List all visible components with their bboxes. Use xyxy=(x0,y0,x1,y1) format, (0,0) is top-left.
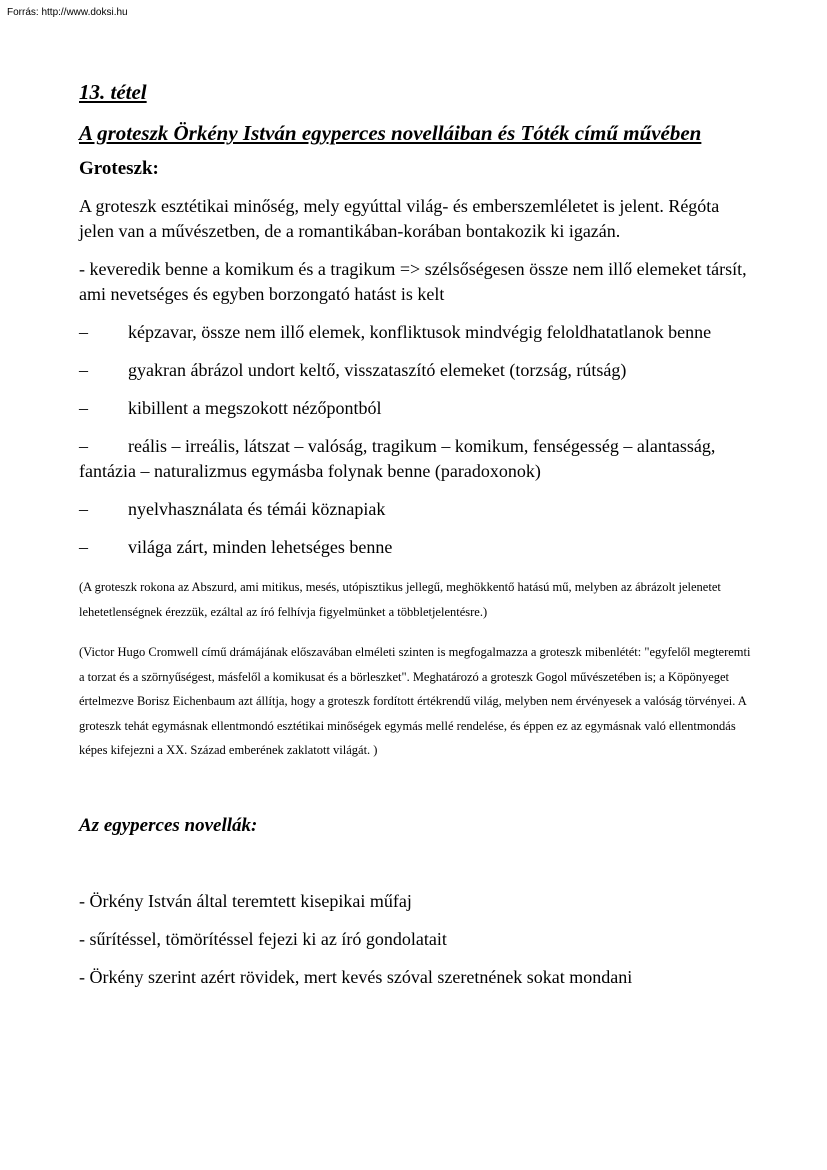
groteszk-bullet-list xyxy=(79,320,751,560)
source-attribution: Forrás: http://www.doksi.hu xyxy=(7,7,128,18)
list-item-text: képzavar, össze nem illő elemek, konfliktusok mindvégig feloldhatatlanok benne xyxy=(128,322,712,342)
list-item xyxy=(79,396,751,421)
dash-marker: – xyxy=(79,537,88,557)
list-item: - sűrítéssel, tömörítéssel fejezi ki az író gondolatait xyxy=(79,928,447,949)
list-item-text: világa zárt, minden lehetséges benne xyxy=(128,537,393,557)
list-item xyxy=(79,358,751,383)
section-heading-egyperces: Az egyperces novellák: xyxy=(79,814,258,836)
list-item xyxy=(79,535,751,560)
note-abszurd: (A groteszk rokona az Abszurd, ami mitikus, mesés, utópisztikus jellegű, meghökkentő hatású mű, melyben az ábrázolt jelenetet lehetetlenségnek érezzük, ezáltal az író felhívja figyelmünket a többletjelentésre.) xyxy=(79,580,721,619)
list-item-text: gyakran ábrázol undort keltő, visszataszító elemeket (torzság, rútság) xyxy=(128,360,627,380)
list-item-text: kibillent a megszokott nézőpontból xyxy=(128,398,382,418)
list-item-text: reális – irreális, látszat – valóság, tragikum – komikum, fenségesség – alantasság, fantázia – naturalizmus egymásba folynak benne (paradoxonok) xyxy=(79,436,716,481)
groteszk-mix-paragraph: - keveredik benne a komikum és a tragikum => szélsőségesen össze nem illő elemeket társít, ami nevetséges és egyben borzongató hatást is kelt xyxy=(79,259,747,304)
dash-marker: – xyxy=(79,322,88,342)
dash-marker: – xyxy=(79,499,88,519)
groteszk-intro-paragraph: A groteszk esztétikai minőség, mely egyúttal világ- és emberszemléletet is jelent. Régóta jelen van a művészetben, de a romantikában-korában bontakozik ki igazán. xyxy=(79,196,720,241)
list-item xyxy=(79,320,751,345)
dash-marker: – xyxy=(79,398,88,418)
note-victor-hugo: (Victor Hugo Cromwell című drámájának előszavában elméleti szinten is megfogalmazza a groteszk mibenlétét: "egyfelől megteremti a torzat és a szörnyűségest, másfelől a komikusat és a börleszket". Meghatározó a groteszk Gogol művészetében is; a Köpönyeget értelmezve Borisz Eichenbaum azt állítja, hogy a groteszk fordított értékrendű világ, melyben nem érvényesek a valóság törvényei. A groteszk tehát egymásnak ellentmondó esztétikai minőségek egymás mellé rendelése, és éppen ez az egymásnak való ellentmondás képes kifejezni a XX. Század emberének zaklatott világát. ) xyxy=(79,645,751,757)
list-item xyxy=(79,497,751,522)
list-item: - Örkény István által teremtett kisepikai műfaj xyxy=(79,890,412,911)
document-number: 13. tétel xyxy=(79,80,147,104)
list-item: - Örkény szerint azért rövidek, mert kevés szóval szeretnének sokat mondani xyxy=(79,966,633,987)
document-body xyxy=(79,78,751,1003)
dash-marker: – xyxy=(79,436,88,456)
document-title: A groteszk Örkény István egyperces novelláiban és Tóték című művében xyxy=(79,121,702,145)
section-heading-groteszk: Groteszk: xyxy=(79,158,159,179)
dash-marker: – xyxy=(79,360,88,380)
egyperces-list xyxy=(79,889,751,990)
list-item-text: nyelvhasználata és témái köznapiak xyxy=(128,499,386,519)
list-item xyxy=(79,434,751,484)
